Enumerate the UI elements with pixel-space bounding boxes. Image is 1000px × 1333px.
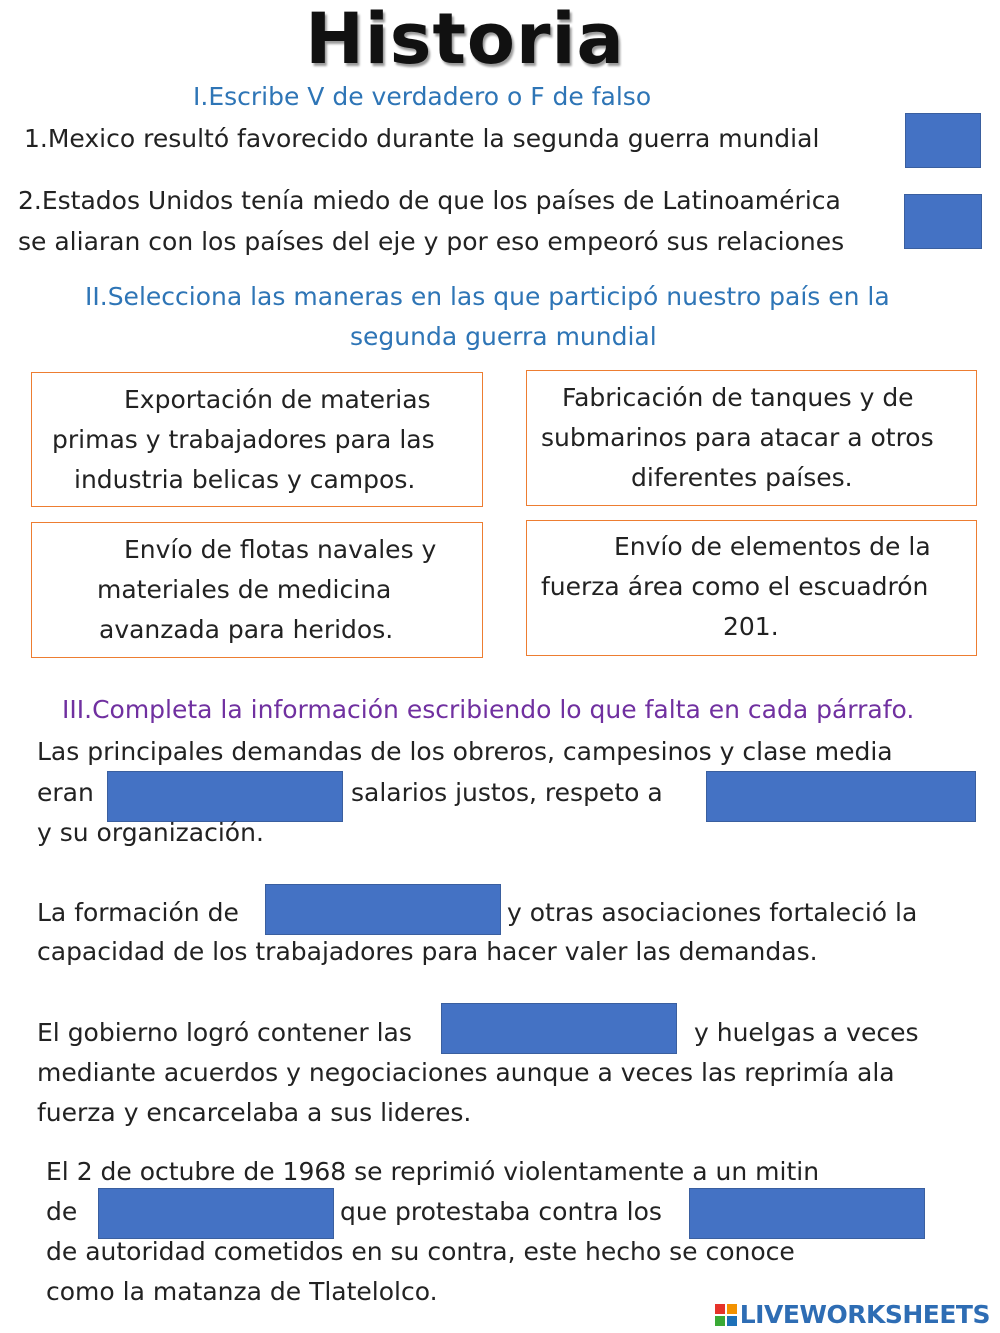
liveworksheets-logo: [715, 1300, 990, 1329]
option-text-line: Exportación de materias: [124, 385, 431, 414]
option-text-line: diferentes países.: [631, 463, 853, 492]
paragraph-4-line-1: El 2 de octubre de 1968 se reprimió violentamente a un mitin: [46, 1157, 820, 1186]
paragraph-2-text: y otras asociaciones fortaleció la: [507, 898, 918, 927]
fill-blank-4[interactable]: [441, 1003, 677, 1054]
question-2-line-2: se aliaran con los países del eje y por eso empeoró sus relaciones: [18, 227, 845, 256]
paragraph-3-line-3: fuerza y encarcelaba a sus lideres.: [37, 1098, 472, 1127]
fill-blank-5[interactable]: [98, 1188, 334, 1239]
section-2-heading-line-2: segunda guerra mundial: [350, 322, 657, 351]
option-text-line: Envío de flotas navales y: [124, 535, 437, 564]
liveworksheets-icon: [715, 1303, 737, 1325]
section-1-heading: I.Escribe V de verdadero o F de falso: [193, 82, 652, 111]
fill-blank-6[interactable]: [689, 1188, 925, 1239]
option-text-line: avanzada para heridos.: [99, 615, 394, 644]
option-box-flotas[interactable]: [31, 522, 483, 658]
option-box-escuadron[interactable]: [526, 520, 977, 656]
option-text-line: primas y trabajadores para las: [52, 425, 435, 454]
option-text-line: materiales de medicina: [97, 575, 392, 604]
paragraph-1-line-1: Las principales demandas de los obreros, campesinos y clase media: [37, 737, 893, 766]
paragraph-3-text: El gobierno logró contener las: [37, 1018, 412, 1047]
paragraph-2-line-2: capacidad de los trabajadores para hacer valer las demandas.: [37, 937, 818, 966]
section-2-heading-line-1: II.Selecciona las maneras en las que participó nuestro país en la: [85, 282, 890, 311]
answer-1-input[interactable]: [905, 113, 981, 168]
question-2-line-1: 2.Estados Unidos tenía miedo de que los países de Latinoamérica: [18, 186, 841, 215]
watermark-text: LIVEWORKSHEETS: [739, 1300, 990, 1329]
page-title: Historia: [305, 0, 625, 80]
option-text-line: industria belicas y campos.: [74, 465, 416, 494]
paragraph-4-line-4: como la matanza de Tlatelolco.: [46, 1277, 438, 1306]
paragraph-4-line-3: de autoridad cometidos en su contra, este hecho se conoce: [46, 1237, 795, 1266]
option-box-exportacion[interactable]: [31, 372, 483, 507]
paragraph-3-text: y huelgas a veces: [694, 1018, 919, 1047]
option-text-line: submarinos para atacar a otros: [541, 423, 934, 452]
option-text-line: 201.: [723, 612, 779, 641]
paragraph-1-text: salarios justos, respeto a: [351, 778, 663, 807]
question-1-text: 1.Mexico resultó favorecido durante la segunda guerra mundial: [24, 124, 820, 153]
option-text-line: fuerza área como el escuadrón: [541, 572, 929, 601]
section-3-heading: III.Completa la información escribiendo lo que falta en cada párrafo.: [62, 695, 915, 724]
option-text-line: Fabricación de tanques y de: [562, 383, 914, 412]
answer-2-input[interactable]: [904, 194, 982, 249]
fill-blank-2[interactable]: [706, 771, 976, 822]
paragraph-4-text: de: [46, 1197, 78, 1226]
paragraph-1-line-3: y su organización.: [37, 818, 264, 847]
option-box-fabricacion[interactable]: [526, 370, 977, 506]
paragraph-1-text: eran: [37, 778, 94, 807]
paragraph-4-text: que protestaba contra los: [340, 1197, 662, 1226]
paragraph-3-line-2: mediante acuerdos y negociaciones aunque a veces las reprimía ala: [37, 1058, 895, 1087]
paragraph-2-text: La formación de: [37, 898, 239, 927]
option-text-line: Envío de elementos de la: [614, 532, 931, 561]
fill-blank-3[interactable]: [265, 884, 501, 935]
fill-blank-1[interactable]: [107, 771, 343, 822]
